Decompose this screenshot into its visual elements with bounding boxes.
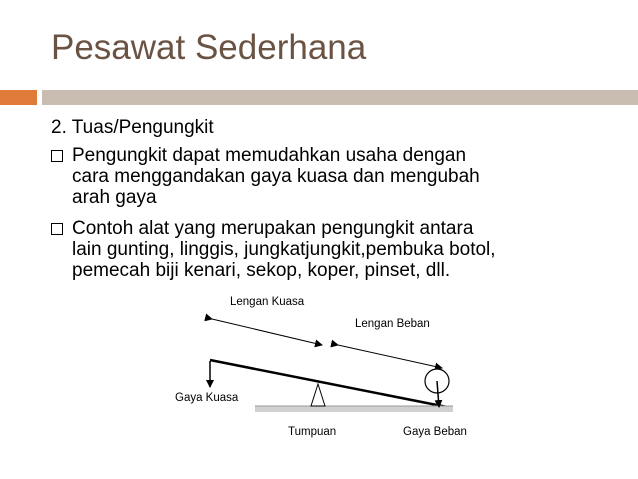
bullet-line: arah gaya (72, 187, 157, 208)
lever-beam (210, 360, 452, 408)
tumpuan-label: Tumpuan (288, 426, 337, 438)
lengan-kuasa-arrow (212, 319, 322, 345)
section-subheading: 2. Tuas/Pengungkit (51, 117, 214, 138)
bullet-line: lain gunting, linggis, jungkatjungkit,pembuka botol, (72, 239, 496, 260)
gaya-beban-label: Gaya Beban (403, 426, 467, 438)
bullet-item (51, 145, 626, 208)
fulcrum-icon (311, 384, 325, 406)
gaya-kuasa-label: Gaya Kuasa (175, 392, 239, 404)
title-rule (42, 90, 638, 105)
bullet-line: cara menggandakan gaya kuasa dan mengubah (72, 166, 480, 187)
lever-diagram (160, 288, 490, 448)
lengan-beban-label: Lengan Beban (355, 318, 430, 330)
bullet-item (51, 218, 626, 281)
lengan-beban-arrow (338, 345, 442, 368)
lengan-kuasa-label: Lengan Kuasa (230, 296, 305, 308)
bullet-line: pemecah biji kenari, sekop, koper, pinset, dll. (72, 260, 451, 281)
bullet-line: Pengungkit dapat memudahkan usaha dengan (72, 145, 467, 166)
accent-bar (0, 90, 37, 105)
bullet-line: Contoh alat yang merupakan pengungkit antara (72, 218, 474, 239)
ground (255, 406, 453, 412)
square-bullet-icon (51, 223, 63, 235)
square-bullet-icon (51, 150, 63, 162)
slide-title: Pesawat Sederhana (51, 28, 367, 67)
